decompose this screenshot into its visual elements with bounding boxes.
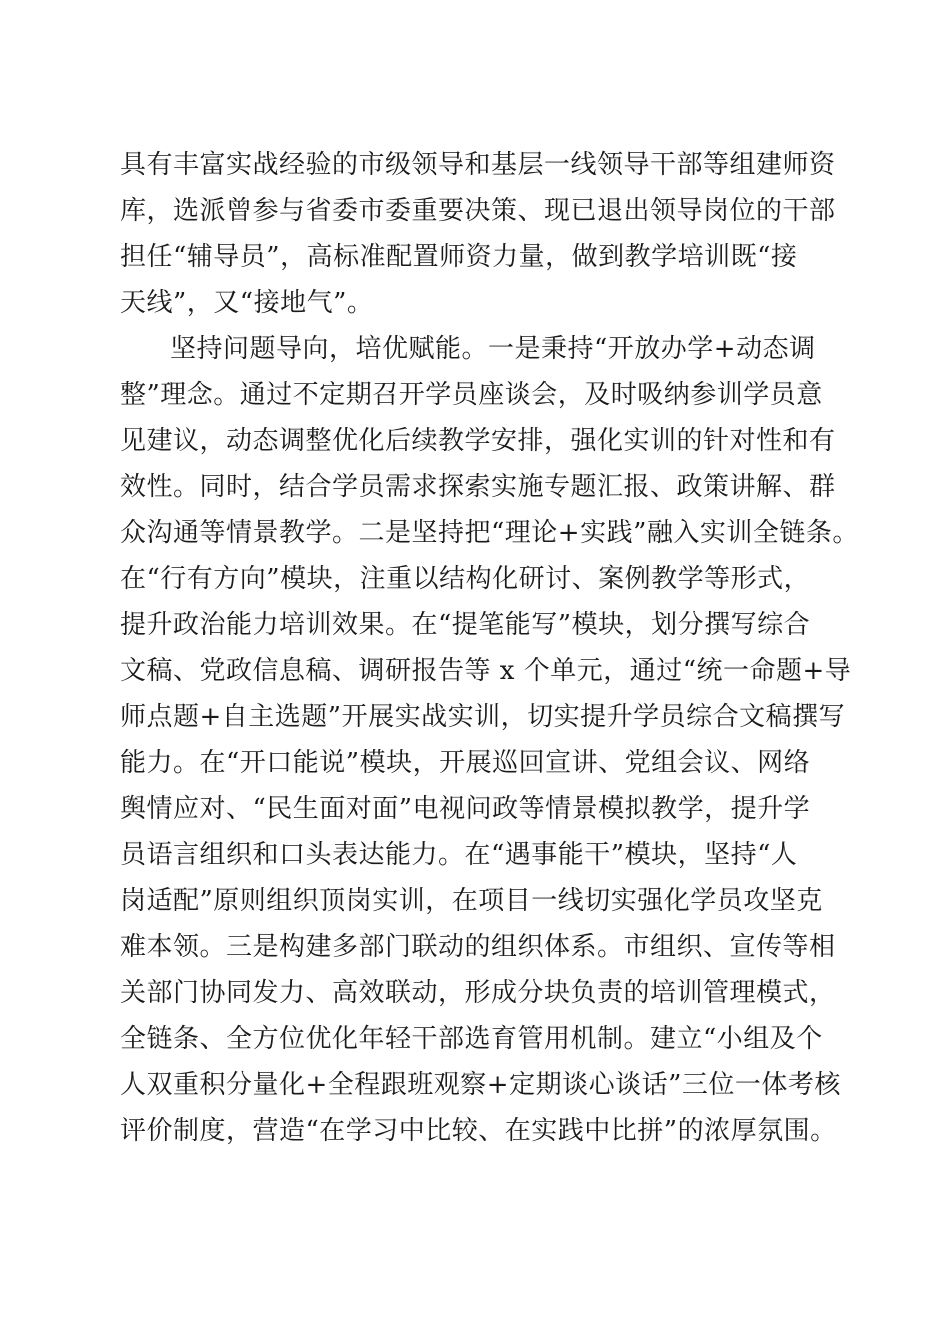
text-line: 师点题+自主选题”开展实战实训，切实提升学员综合文稿撰写: [120, 702, 846, 732]
text-line: 人双重积分量化+全程跟班观察+定期谈心谈话”三位一体考核: [120, 1070, 841, 1100]
text-line: 能力。在“开口能说”模块，开展巡回宣讲、党组会议、网络: [120, 748, 811, 778]
text-line: 岗适配”原则组织顶岗实训，在项目一线切实强化学员攻坚克: [120, 886, 823, 916]
text-line: 舆情应对、“民生面对面”电视问政等情景模拟教学，提升学: [120, 794, 811, 824]
text-line: 关部门协同发力、高效联动，形成分块负责的培训管理模式，: [120, 978, 836, 1008]
text-line: 众沟通等情景教学。二是坚持把“理论+实践”融入实训全链条。: [120, 518, 859, 548]
text-line: 员语言组织和口头表达能力。在“遇事能干”模块，坚持“人: [120, 840, 798, 870]
body-text: [120, 142, 859, 1154]
text-line: 整”理念。通过不定期召开学员座谈会，及时吸纳参训学员意: [120, 380, 823, 410]
text-line: 效性。同时，结合学员需求探索实施专题汇报、政策讲解、群: [120, 472, 836, 502]
text-line: 评价制度，营造“在学习中比较、在实践中比拼”的浓厚氛围。: [120, 1116, 837, 1146]
text-line: 在“行有方向”模块，注重以结构化研讨、案例教学等形式，: [120, 564, 811, 594]
text-line: 担任“辅导员”，高标准配置师资力量，做到教学培训既“接: [120, 242, 798, 272]
text-line: 具有丰富实战经验的市级领导和基层一线领导干部等组建师资: [120, 150, 836, 180]
text-line: 见建议，动态调整优化后续教学安排，强化实训的针对性和有: [120, 426, 836, 456]
text-line: 全链条、全方位优化年轻干部选育管用机制。建立“小组及个: [120, 1024, 823, 1054]
text-line: 难本领。三是构建多部门联动的组织体系。市组织、宣传等相: [120, 932, 836, 962]
text-line: 库，选派曾参与省委市委重要决策、现已退出领导岗位的干部: [120, 196, 836, 226]
text-line: 坚持问题导向，培优赋能。一是秉持“开放办学+动态调: [170, 334, 816, 364]
text-line: 天线”，又“接地气”。: [120, 288, 374, 318]
text-line: 文稿、党政信息稿、调研报告等 x 个单元，通过“统一命题+导: [120, 656, 852, 686]
text-line: 提升政治能力培训效果。在“提笔能写”模块，划分撰写综合: [120, 610, 811, 640]
